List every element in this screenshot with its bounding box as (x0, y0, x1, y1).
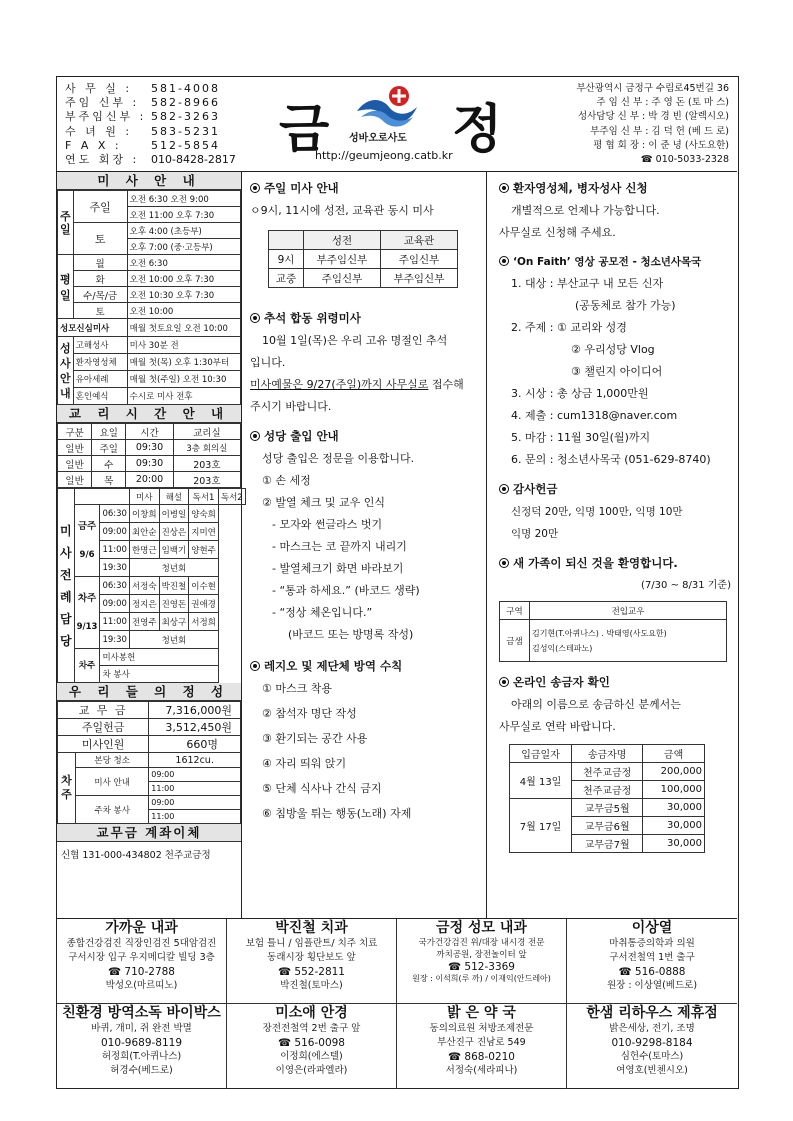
duty-name: 서정희 (189, 613, 219, 631)
section-text: 4. 제출 : cum1318@naver.com (511, 409, 678, 422)
table-row: 7월 17일 교무금5월 30,000 (510, 799, 705, 817)
mass-title: 미 사 안 내 (57, 172, 241, 190)
table-row: 4월 13일 천주교금정 200,000 (510, 763, 705, 781)
table-row: 교무금7월 30,000 (510, 835, 705, 853)
church-name: 성바오로사도 (349, 133, 407, 144)
column-header: 독서1 (189, 489, 219, 505)
section-text: 2. 주제 : ① 교리와 성경 (511, 321, 627, 334)
sunday-label: 주일 (58, 191, 74, 255)
next-duty-row: 미사봉헌 (100, 649, 218, 666)
bullet-icon (250, 183, 260, 193)
mass-time: 오전 10:00 오후 7:30 (127, 271, 240, 287)
guide-time: 09:00 (149, 768, 241, 782)
section-text: ③ 챌린지 아이디어 (571, 365, 663, 378)
section-text: 아래의 이름으로 송금하신 분께서는 (511, 698, 681, 711)
contact-line: 주임 신부 : 582-8966 (65, 96, 220, 110)
section-text: (공동체로 참가 가능) (575, 299, 676, 312)
section-text: 개별적으로 언제나 가능합니다. (511, 204, 660, 217)
special-mass-time: 매월 첫토요일 오전 10:00 (127, 319, 240, 337)
bullet-icon (499, 484, 509, 494)
table-row: 미사인원 660명 (58, 736, 241, 753)
mass-time: 09:00 (100, 595, 130, 613)
section-text: 성당 출입은 정문을 이용합니다. (262, 452, 415, 465)
table-row: 교중 주임신부 부주임신부 (269, 269, 458, 288)
ad-card: 친환경 방역소독 바이박스 바퀴, 개미, 쥐 완전 박멸 010-9689-8119 허정희(T.아퀴나스) 허경수(베드로) (57, 1004, 227, 1089)
section-text: 익명 20만 (511, 528, 559, 540)
parking-time: 09:00 (149, 796, 241, 810)
section-text: 입니다. (250, 356, 286, 369)
duty-name: 이창희 (129, 505, 159, 523)
title-left: 금 (279, 100, 330, 160)
table-row: 주일헌금 3,512,450원 (58, 719, 241, 736)
mass-day: 화 (73, 271, 127, 287)
ad-card: 가까운 내과 종합건강검진 직장인검진 5대암검진 구서시장 입구 우지메디칼 빌딩 3층 ☎ 710-2788 박성오(마르띠노) (57, 919, 227, 1004)
sacrament-time: 매월 첫(주일) 오전 10:30 (127, 371, 240, 388)
mass-time: 오전 11:00 오후 7:30 (127, 207, 240, 223)
mass-table (57, 190, 241, 405)
mass-time: 오후 7:00 (중·고등부) (127, 239, 240, 255)
mass-time: 09:00 (100, 523, 130, 541)
table-row: 금샘 김기현(T.아퀴나스) . 박태영(사도요한) 김성익(스테파노) (500, 620, 727, 662)
section-title: 감사헌금 (499, 481, 737, 497)
ad-card: 미소애 안경 장전전철역 2번 출구 앞 ☎ 516-0098 이정희(에스텔) 이영은(라파엘라) (227, 1004, 397, 1089)
duty-name: 최안순 (129, 523, 159, 541)
offering-title: 우 리 들 의 정 성 (57, 683, 241, 701)
column-header: 시간 (126, 424, 173, 440)
section-text: ③ 환기되는 공간 사용 (262, 732, 368, 745)
bulletin-page (56, 76, 739, 1089)
section-title: 레지오 및 제단체 방역 수칙 (250, 658, 486, 674)
section-text: ② 우리성당 Vlog (571, 343, 655, 356)
duty-name: 양현주 (189, 541, 219, 559)
section-text: 사무실로 신청해 주세요. (499, 226, 616, 239)
account-title: 교무금 계좌이체 (57, 824, 241, 842)
duty-name: 전영주 (129, 613, 159, 631)
bullet-icon (499, 256, 509, 266)
pastor: 주 임 신 부 : 주 영 돈 (토 마 스) (596, 97, 729, 109)
section-text: - 발열체크기 화면 바라보기 (272, 562, 404, 575)
date-range: (7/30 ~ 8/31 기준) (641, 580, 731, 591)
sacrament-time: 미사 30분 전 (127, 337, 240, 354)
section-text: 10월 1일(목)은 우리 고유 명절인 추석 (262, 334, 448, 347)
ad-card: 한샘 리하우스 제휴점 밝은세상, 전기, 조명 010-9298-8184 심헌수(토마스) 여영호(빈첸시오) (586, 1005, 718, 1076)
duty-name: 청년회 (129, 631, 218, 649)
contact-line: 사 무 실 : 581-4008 (65, 82, 220, 95)
guide-label: 미사 안내 (76, 768, 149, 796)
table-row: 천주교금정 100,000 (510, 781, 705, 799)
mass-time: 오후 4:00 (초등부) (127, 223, 240, 239)
council-president: 평 협 회 장 : 이 준 녕 (사도요한) (593, 139, 729, 151)
table-row: 일반 주일 09:30 3층 회의실 (58, 440, 241, 456)
duty-name: 지미연 (189, 523, 219, 541)
section-text: 사무실로 연락 바랍니다. (499, 720, 616, 733)
duty-name: 이병일 (159, 505, 189, 523)
mass-time: 오전 10:30 오후 7:30 (127, 287, 240, 303)
section-title: 온라인 송금자 확인 (499, 674, 737, 690)
account-info: 신협 131-000-434802 천주교금정 (61, 850, 211, 861)
address: 부산광역시 금정구 수림로45번길 36 (576, 83, 729, 94)
bullet-icon (250, 313, 260, 323)
section-title: 성당 출입 안내 (250, 428, 486, 444)
column-header: 교리실 (173, 424, 240, 440)
mass-day: 수/목/금 (73, 287, 127, 303)
section-text: - “정상 체온입니다.” (272, 606, 373, 619)
sacrament-time: 수시로 미사 전후 (127, 388, 240, 405)
section-text: - 모자와 썬글라스 벗기 (272, 518, 383, 531)
duty-name: 진상은 (159, 523, 189, 541)
assistant-priest: 부주임 신 부 : 김 덕 헌 (베 드 로) (590, 125, 729, 137)
catechism-table (57, 423, 241, 488)
column-header: 입금일자 (510, 745, 572, 763)
website-link[interactable]: http://geumjeong.catb.kr (315, 149, 453, 162)
duty-name: 박진철 (159, 577, 189, 595)
remittance-table (509, 744, 705, 853)
sacrament-name: 고해성사 (73, 337, 127, 354)
section-text: 1. 대상 : 부산교구 내 모든 신자 (511, 277, 664, 290)
offering-table (57, 701, 241, 824)
contact-line: 연도 회장 : 010-8428-2817 (65, 153, 236, 167)
duty-name: 임백기 (159, 541, 189, 559)
table-row: 교무금6월 30,000 (510, 817, 705, 835)
column-header: 요일 (92, 424, 126, 440)
section-text: ⑥ 침방울 튀는 행동(노래) 자제 (262, 807, 412, 820)
section-text: 3. 시상 : 총 상금 1,000만원 (511, 387, 649, 400)
section-text: 5. 마감 : 11월 30일(월)까지 (511, 431, 651, 444)
week-label: 차주 9/13 (74, 577, 100, 649)
mass-time: 오전 6:30 (127, 255, 240, 271)
section-text: 신정덕 20만, 익명 100만, 익명 10만 (511, 506, 683, 518)
duty-name: 양숙희 (189, 505, 219, 523)
section-text: ① 손 세정 (262, 474, 311, 487)
section-text: 미사예물은 9/27(주일)까지 사무실로 접수해 (250, 378, 464, 391)
next-week-label: 차주 (74, 649, 100, 683)
column-header: 구분 (58, 424, 92, 440)
mass-time: 11:00 (100, 541, 130, 559)
left-column (57, 172, 242, 918)
parking-label: 주차 봉사 (76, 796, 149, 824)
section-text: - “통과 하세요.” (바코드 생략) (272, 584, 420, 597)
section-text: 주시기 바랍니다. (250, 400, 332, 413)
catechism-title: 교 리 시 간 안 내 (57, 405, 241, 423)
cleaning-group: 1612cu. (149, 753, 241, 768)
cleaning-label: 본당 청소 (76, 753, 149, 768)
section-text: ② 발열 체크 및 교우 인식 (262, 496, 385, 509)
section-text: ㅇ9시, 11시에 성전, 교육관 동시 미사 (250, 204, 434, 217)
section-title: 추석 합동 위령미사 (250, 310, 486, 326)
duty-side-label: 미사전례담당 (58, 489, 75, 683)
section-text: (바코드 또는 방명록 작성) (288, 628, 414, 641)
parking-time: 11:00 (149, 810, 241, 824)
mass-time: 11:00 (100, 613, 130, 631)
column-header: 구역 (500, 602, 530, 620)
sacrament-time: 매월 첫(목) 오후 1:30부터 (127, 354, 240, 371)
mass-time: 19:30 (100, 631, 130, 649)
sponsor-ads (57, 918, 737, 1088)
section-title: 새 가족이 되신 것을 환영합니다. (499, 555, 737, 571)
liturgy-duty-table (57, 488, 246, 683)
mass-day: 토 (73, 303, 127, 319)
column-header: 미사 (129, 489, 159, 505)
duty-name: 한명근 (129, 541, 159, 559)
section-text: ① 마스크 착용 (262, 682, 332, 695)
sacrament-name: 환자영성체 (73, 354, 127, 371)
mass-time: 오전 10:00 (127, 303, 240, 319)
column-header: 성전 (303, 231, 380, 250)
column-header: 송금자명 (572, 745, 643, 763)
sacrament-priest: 성사담당 신 부 : 박 경 빈 (알렉시오) (577, 111, 729, 123)
bullet-icon (499, 183, 509, 193)
duty-name: 정지은 (129, 595, 159, 613)
duty-name: 진영돈 (159, 595, 189, 613)
ad-card: 박진철 치과 보험 틀니 / 임플란트/ 치주 치료 동래시장 횡단보도 앞 ☎ 552-2811 박진철(토마스) (227, 919, 397, 1004)
special-mass-name: 성모신심미사 (58, 319, 128, 337)
right-column (487, 172, 737, 918)
duty-name: 이수현 (189, 577, 219, 595)
section-text: 6. 문의 : 청소년사목국 (051-629-8740) (511, 453, 711, 466)
duty-name: 최상구 (159, 613, 189, 631)
contact-line: 부주임신부 : 582-3263 (65, 110, 220, 124)
guide-time: 11:00 (149, 782, 241, 796)
next-week-label: 차주 (58, 753, 76, 824)
sacrament-name: 유아세례 (73, 371, 127, 388)
weekday-label: 평일 (58, 255, 74, 319)
bulletin-header (57, 77, 737, 172)
section-title: ‘On Faith’ 영상 공모전 - 청소년사목국 (499, 254, 737, 269)
table-row: 일반 목 20:00 203호 (58, 472, 241, 488)
table-row: 9시 부주임신부 주임신부 (269, 250, 458, 269)
column-header: 교육관 (380, 231, 457, 250)
church-logo-icon (355, 85, 419, 129)
parish-info (576, 82, 729, 167)
bullet-icon (499, 558, 509, 568)
section-text: ⑤ 단체 식사나 간식 금지 (262, 782, 382, 795)
section-title: 주일 미사 안내 (250, 180, 486, 196)
bullet-icon (250, 431, 260, 441)
mass-time: 06:30 (100, 505, 130, 523)
table-row: 교 무 금 7,316,000원 (58, 702, 241, 719)
next-duty-row: 차 봉사 (100, 666, 218, 683)
column-header: 독서2 (218, 489, 245, 505)
president-phone: ☎ 010-5033-2328 (640, 154, 729, 166)
mass-day: 토 (73, 223, 127, 255)
mass-time: 19:30 (100, 559, 130, 577)
ad-card: 이상열 마취통증의학과 의원 구서전철역 1번 출구 ☎ 516-0888 원장 : 이상열(베드로) (567, 919, 737, 1004)
ad-card: 밝 은 약 국 동의의료원 처방조제전문 부산진구 진남로 549 ☎ 868-0210 서정숙(세라피나) (397, 1004, 567, 1089)
mass-location-table (268, 230, 458, 288)
bullet-icon (499, 677, 509, 687)
contact-line: F A X : 512-5854 (65, 138, 220, 152)
week-label: 금주 9/6 (74, 505, 100, 577)
table-row: 일반 수 09:30 203호 (58, 456, 241, 472)
mass-day: 월 (73, 255, 127, 271)
ad-card: 금정 성모 내과 국가건강검진 위/대장 내시경 전문 까치공원, 장전놀이터 앞 ☎ 512-3369 원장 : 이석희(루 까) / 이재익(안드레아) (397, 919, 567, 1004)
section-text: ④ 자리 띄워 앉기 (262, 757, 347, 770)
mass-time: 06:30 (100, 577, 130, 595)
section-title: 환자영성체, 병자성사 신청 (499, 180, 737, 196)
column-header: 금액 (643, 745, 705, 763)
column-header: 전입교우 (530, 602, 727, 620)
title-right: 정 (452, 100, 503, 160)
middle-column (242, 172, 487, 918)
mass-day: 주일 (73, 191, 127, 223)
duty-name: 청년회 (129, 559, 218, 577)
bullet-icon (250, 661, 260, 671)
sacrament-name: 혼인예식 (73, 388, 127, 405)
section-text: - 마스크는 코 끝까지 내리기 (272, 540, 407, 553)
sacrament-label: 성사안내 (58, 337, 74, 405)
new-family-table (499, 601, 727, 662)
section-text: ② 참석자 명단 작성 (262, 707, 357, 720)
contact-list (65, 82, 236, 167)
duty-name: 서정숙 (129, 577, 159, 595)
contact-line: 수 녀 원 : 583-5231 (65, 124, 220, 138)
column-header: 해설 (159, 489, 189, 505)
duty-name: 권애경 (189, 595, 219, 613)
mass-time: 오전 6:30 오전 9:00 (127, 191, 240, 207)
